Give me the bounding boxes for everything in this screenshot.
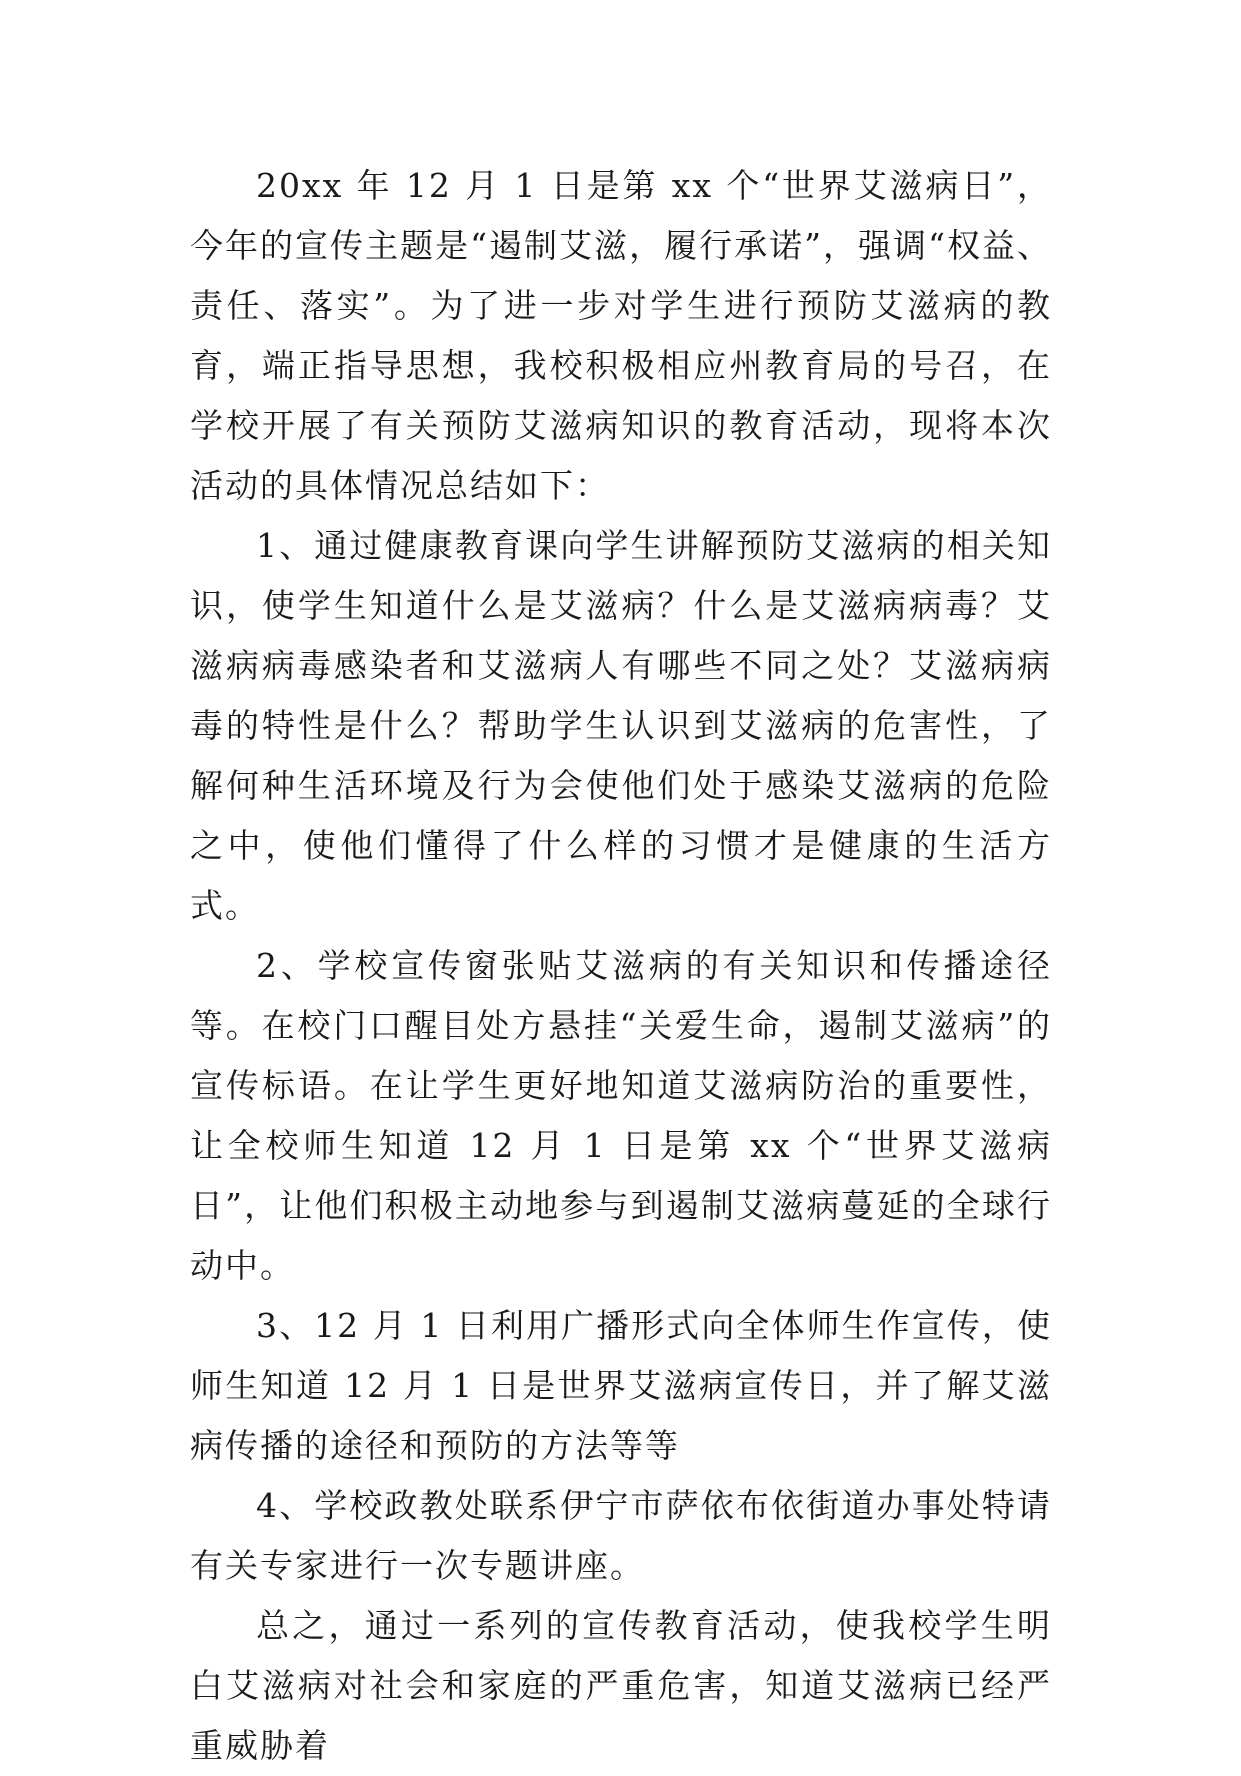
paragraph-item-2: 2、学校宣传窗张贴艾滋病的有关知识和传播途径等。在校门口醒目处方悬挂“关爱生命，遏制艾滋病”的宣传标语。在让学生更好地知道艾滋病防治的重要性，让全校师生知道 12 月 1 日是第 xx 个“世界艾滋病日”，让他们积极主动地参与到遏制艾滋病蔓延的全球行动中。: [190, 946, 1052, 1285]
paragraph-item-4: 4、学校政教处联系伊宁市萨依布依街道办事处特请有关专家进行一次专题讲座。: [190, 1486, 1052, 1585]
paragraph-item-1: 1、通过健康教育课向学生讲解预防艾滋病的相关知识，使学生知道什么是艾滋病？什么是艾滋病病毒？艾滋病病毒感染者和艾滋病人有哪些不同之处？艾滋病病毒的特性是什么？帮助学生认识到艾滋病的危害性，了解何种生活环境及行为会使他们处于感染艾滋病的危险之中，使他们懂得了什么样的习惯才是健康的生活方式。: [190, 526, 1052, 925]
paragraph-item-3: 3、12 月 1 日利用广播形式向全体师生作宣传，使师生知道 12 月 1 日是世界艾滋病宣传日，并了解艾滋病传播的途径和预防的方法等等: [190, 1306, 1052, 1465]
paragraph-conclusion: 总之，通过一系列的宣传教育活动，使我校学生明白艾滋病对社会和家庭的严重危害，知道艾滋病已经严重威胁着: [190, 1606, 1052, 1765]
document-body: [190, 156, 1052, 1776]
paragraph-intro: 20xx 年 12 月 1 日是第 xx 个“世界艾滋病日”，今年的宣传主题是“遏制艾滋，履行承诺”，强调“权益、责任、落实”。为了进一步对学生进行预防艾滋病的教育，端正指导思想，我校积极相应州教育局的号召，在学校开展了有关预防艾滋病知识的教育活动，现将本次活动的具体情况总结如下：: [190, 166, 1052, 505]
